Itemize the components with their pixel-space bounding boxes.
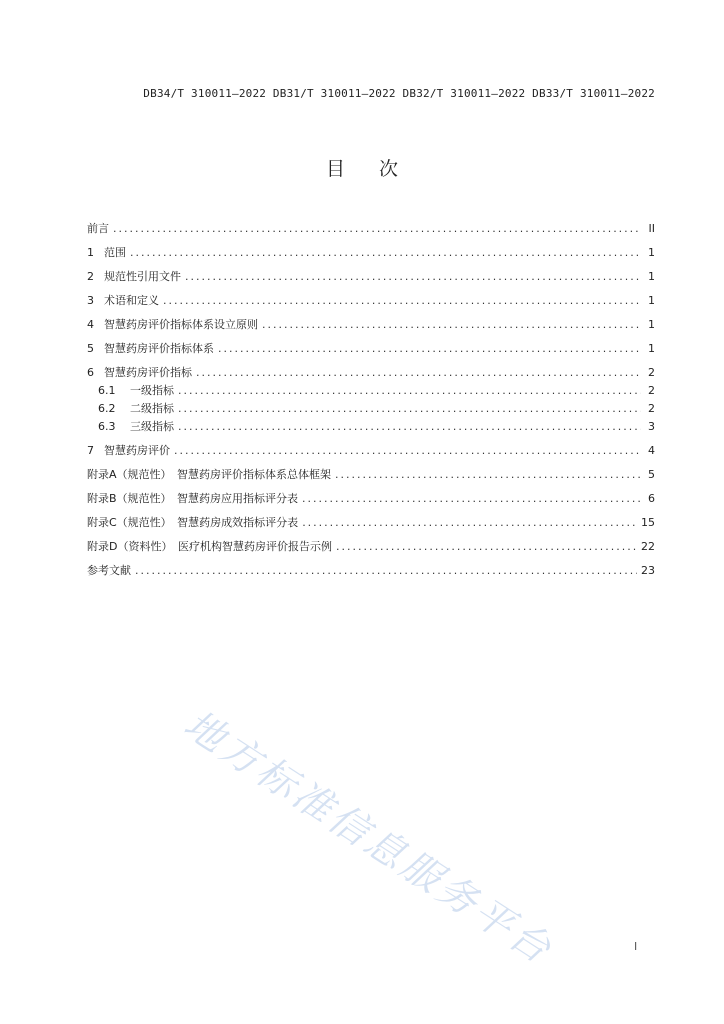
- toc-entry-label: 附录C（规范性） 智慧药房成效指标评分表: [87, 516, 299, 529]
- toc-entry-number: 4: [87, 317, 94, 331]
- toc-entry[interactable]: [87, 339, 655, 357]
- toc-entry-page: 1: [648, 341, 655, 355]
- toc-entry[interactable]: [87, 561, 655, 579]
- toc-leader-dots: [302, 492, 641, 505]
- toc-entry-label: 术语和定义: [104, 294, 159, 307]
- watermark: 地方标准信息服务平台: [175, 702, 561, 975]
- toc-entry-page: 22: [641, 539, 655, 553]
- toc-entry-page: 1: [648, 317, 655, 331]
- toc-entry-number: 6: [87, 365, 94, 379]
- toc-entry-label: 一级指标: [130, 384, 174, 397]
- page-title: 目次: [325, 158, 432, 180]
- toc-entry-label: 智慧药房评价指标体系设立原则: [104, 318, 258, 331]
- toc-entry-label: 范围: [104, 246, 126, 259]
- toc-leader-dots: [335, 468, 641, 481]
- toc-entry[interactable]: [87, 399, 655, 417]
- toc-entry-number: 7: [87, 443, 94, 457]
- toc-leader-dots: [163, 294, 641, 307]
- toc-entry[interactable]: [87, 267, 655, 285]
- toc-leader-dots: [262, 318, 641, 331]
- toc-entry-page: 23: [641, 563, 655, 577]
- toc-entry-label: 附录B（规范性） 智慧药房应用指标评分表: [87, 492, 299, 505]
- toc-leader-dots: [178, 402, 641, 415]
- toc-entry-label: 智慧药房评价指标: [104, 366, 192, 379]
- toc-entry-label: 规范性引用文件: [104, 270, 181, 283]
- toc-leader-dots: [302, 516, 637, 529]
- toc-entry[interactable]: [87, 489, 655, 507]
- toc-entry[interactable]: [87, 219, 655, 237]
- toc-leader-dots: [336, 540, 637, 553]
- toc-entry-number: 2: [87, 269, 94, 283]
- toc-entry[interactable]: [87, 315, 655, 333]
- toc-entry-label: 附录D（资料性） 医疗机构智慧药房评价报告示例: [87, 540, 332, 553]
- toc-entry-label: 参考文献: [87, 564, 131, 577]
- toc-entry-page: 15: [641, 515, 655, 529]
- toc-entry-number: 1: [87, 245, 94, 259]
- page-number: I: [634, 940, 638, 953]
- toc-entry-page: 1: [648, 245, 655, 259]
- toc-entry-number: 6.1: [98, 383, 116, 397]
- toc-leader-dots: [218, 342, 641, 355]
- toc-entry-page: 2: [648, 383, 655, 397]
- toc-entry-label: 三级指标: [130, 420, 174, 433]
- toc-entry[interactable]: [87, 537, 655, 555]
- toc-entry[interactable]: [87, 381, 655, 399]
- toc-leader-dots: [135, 564, 637, 577]
- toc-entry-page: 3: [648, 419, 655, 433]
- toc-entry-number: 5: [87, 341, 94, 355]
- toc-entry[interactable]: [87, 291, 655, 309]
- toc-entry-label: 智慧药房评价指标体系: [104, 342, 214, 355]
- toc-leader-dots: [113, 222, 641, 235]
- toc-entry-page: 4: [648, 443, 655, 457]
- toc-entry-number: 6.2: [98, 401, 116, 415]
- toc-entry-page: 2: [648, 401, 655, 415]
- toc-leader-dots: [196, 366, 641, 379]
- toc-leader-dots: [185, 270, 641, 283]
- toc-leader-dots: [174, 444, 641, 457]
- toc-entry-page: 6: [648, 491, 655, 505]
- toc-entry-number: 3: [87, 293, 94, 307]
- toc-entry[interactable]: [87, 417, 655, 435]
- toc-entry-page: 2: [648, 365, 655, 379]
- toc-leader-dots: [130, 246, 641, 259]
- toc-entry-label: 二级指标: [130, 402, 174, 415]
- toc-entry[interactable]: [87, 363, 655, 381]
- standard-number-header: DB34/T 310011—2022 DB31/T 310011—2022 DB32/T 310011—2022 DB33/T 310011—2022: [143, 87, 655, 100]
- toc-entry-number: 6.3: [98, 419, 116, 433]
- toc-entry-label: 智慧药房评价: [104, 444, 170, 457]
- toc-entry-page: 5: [648, 467, 655, 481]
- toc-entry[interactable]: [87, 243, 655, 261]
- toc-entry-page: 1: [648, 293, 655, 307]
- toc-leader-dots: [178, 420, 641, 433]
- table-of-contents: [87, 219, 655, 579]
- toc-entry[interactable]: [87, 441, 655, 459]
- toc-entry-label: 前言: [87, 222, 109, 235]
- toc-leader-dots: [178, 384, 641, 397]
- toc-entry-label: 附录A（规范性） 智慧药房评价指标体系总体框架: [87, 468, 332, 481]
- toc-entry[interactable]: [87, 465, 655, 483]
- toc-entry-page: 1: [648, 269, 655, 283]
- toc-entry[interactable]: [87, 513, 655, 531]
- toc-entry-page: II: [648, 221, 655, 235]
